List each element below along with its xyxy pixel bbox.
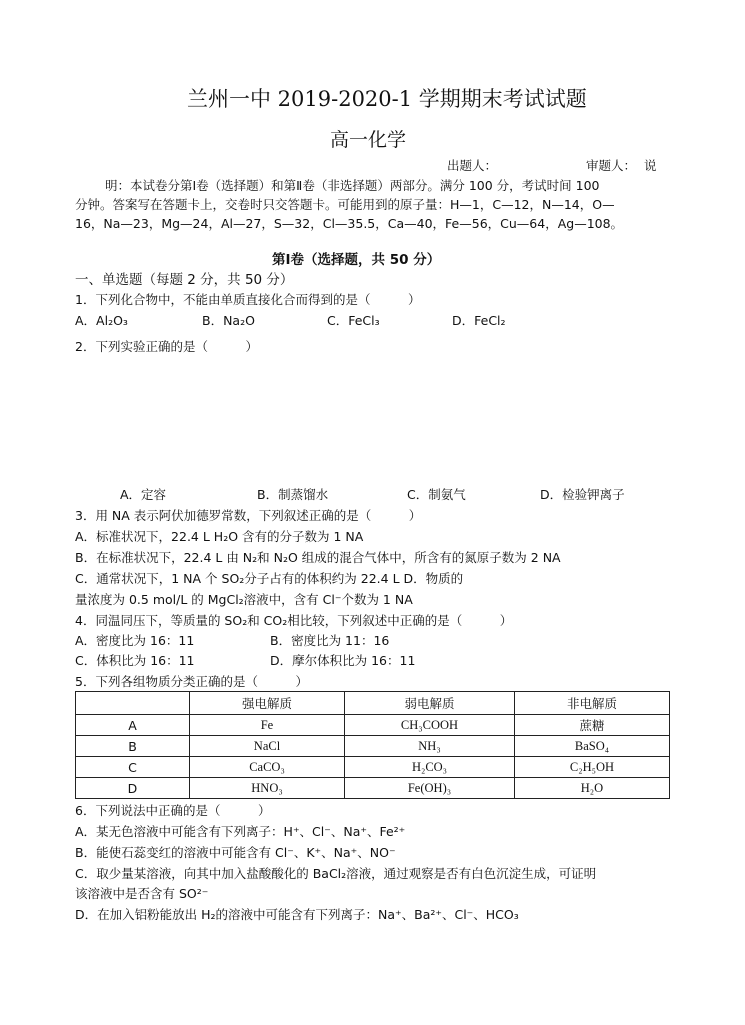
- q1-stem: 1．下列化合物中，不能由单质直接化合而得到的是（ ）: [75, 292, 421, 307]
- table-cell: CaCO₃: [190, 757, 345, 778]
- q2-option-c: C．制氨气: [407, 487, 466, 502]
- exam-subject: 高一化学: [330, 129, 407, 151]
- table-cell: Fe: [190, 715, 345, 736]
- q2-stem: 2．下列实验正确的是（ ）: [75, 339, 258, 354]
- table-row: [76, 757, 670, 778]
- section-heading: 一、单选题（每题 2 分，共 50 分）: [75, 272, 294, 288]
- q4-option-b: B．密度比为 11：16: [270, 633, 390, 648]
- table-cell: NH₃: [344, 736, 514, 757]
- q5-classification-table: [75, 691, 670, 799]
- q6-option-d: D．在加入铝粉能放出 H₂的溶液中可能含有下列离子：Na⁺、Ba²⁺、Cl⁻、HCO₃: [75, 907, 519, 922]
- intro-line-3: 16，Na—23，Mg—24，Al—27，S—32，Cl—35.5，Ca—40，Fe—56，Cu—64，Ag—108。: [75, 216, 624, 231]
- part1-heading: 第Ⅰ卷（选择题，共 50 分）: [272, 252, 441, 268]
- q3-option-a: A．标准状况下，22.4 L H₂O 含有的分子数为 1 NA: [75, 529, 364, 544]
- q3-option-b: B．在标准状况下，22.4 L 由 N₂和 N₂O 组成的混合气体中，所含有的氮原子数为 2 NA: [75, 550, 561, 565]
- table-cell: H₂O: [515, 778, 670, 799]
- q4-stem: 4．同温同压下，等质量的 SO₂和 CO₂相比较，下列叙述中正确的是（ ）: [75, 613, 513, 628]
- table-cell: A: [76, 715, 190, 736]
- table-cell: 蔗糖: [515, 715, 670, 736]
- author-label: 出题人：: [447, 158, 498, 173]
- q3-option-d: 量浓度为 0.5 mol/L 的 MgCl₂溶液中，含有 Cl⁻个数为 1 NA: [75, 592, 413, 607]
- table-row: [76, 778, 670, 799]
- q1-option-b: B．Na₂O: [202, 313, 255, 328]
- q1-option-d: D．FeCl₂: [452, 313, 506, 328]
- table-row: [76, 736, 670, 757]
- table-cell: NaCl: [190, 736, 345, 757]
- table-cell: C₂H₅OH: [515, 757, 670, 778]
- table-header-cell: 弱电解质: [344, 692, 514, 715]
- q2-figure-area: [75, 360, 670, 480]
- q4-option-c: C．体积比为 16：11: [75, 653, 195, 668]
- table-header-cell: [76, 692, 190, 715]
- q2-option-a: A．定容: [120, 487, 167, 502]
- table-cell: Fe(OH)₃: [344, 778, 514, 799]
- q2-option-d: D．检验钾离子: [540, 487, 625, 502]
- q6-option-a: A．某无色溶液中可能含有下列离子：H⁺、Cl⁻、Na⁺、Fe²⁺: [75, 824, 406, 839]
- exam-title: 兰州一中 2019-2020-1 学期期末考试试题: [187, 87, 587, 111]
- table-cell: CH₃COOH: [344, 715, 514, 736]
- note-lead: 说: [644, 158, 657, 173]
- q4-option-d: D．摩尔体积比为 16：11: [270, 653, 416, 668]
- q6-option-c-line2: 该溶液中是否含有 SO²⁻: [75, 886, 209, 901]
- table-header-row: [76, 692, 670, 715]
- q1-option-c: C．FeCl₃: [327, 313, 380, 328]
- q6-option-b: B．能使石蕊变红的溶液中可能含有 Cl⁻、K⁺、Na⁺、NO⁻: [75, 845, 396, 860]
- q5-stem: 5．下列各组物质分类正确的是（ ）: [75, 674, 308, 689]
- table-header-cell: 非电解质: [515, 692, 670, 715]
- q1-option-a: A．Al₂O₃: [75, 313, 128, 328]
- table-cell: H₂CO₃: [344, 757, 514, 778]
- q4-option-a: A．密度比为 16：11: [75, 633, 195, 648]
- q3-stem: 3．用 NA 表示阿伏加德罗常数，下列叙述正确的是（ ）: [75, 508, 422, 523]
- reviewer-label: 审题人：: [586, 158, 637, 173]
- q6-option-c-line1: C．取少量某溶液，向其中加入盐酸酸化的 BaCl₂溶液，通过观察是否有白色沉淀生成，可证明: [75, 866, 597, 881]
- q3-option-c: C．通常状况下，1 NA 个 SO₂分子占有的体积约为 22.4 L D．物质的: [75, 571, 464, 586]
- table-header-cell: 强电解质: [190, 692, 345, 715]
- table-row: [76, 715, 670, 736]
- table-cell: B: [76, 736, 190, 757]
- intro-line-1: 明：本试卷分第Ⅰ卷（选择题）和第Ⅱ卷（非选择题）两部分。满分 100 分，考试时间 100: [105, 178, 600, 193]
- q6-stem: 6．下列说法中正确的是（ ）: [75, 803, 271, 818]
- table-cell: BaSO₄: [515, 736, 670, 757]
- table-cell: C: [76, 757, 190, 778]
- intro-line-2: 分钟。答案写在答题卡上，交卷时只交答题卡。可能用到的原子量：H—1，C—12，N—14，O—: [75, 197, 615, 212]
- q2-option-b: B．制蒸馏水: [257, 487, 329, 502]
- table-cell: HNO₃: [190, 778, 345, 799]
- table-cell: D: [76, 778, 190, 799]
